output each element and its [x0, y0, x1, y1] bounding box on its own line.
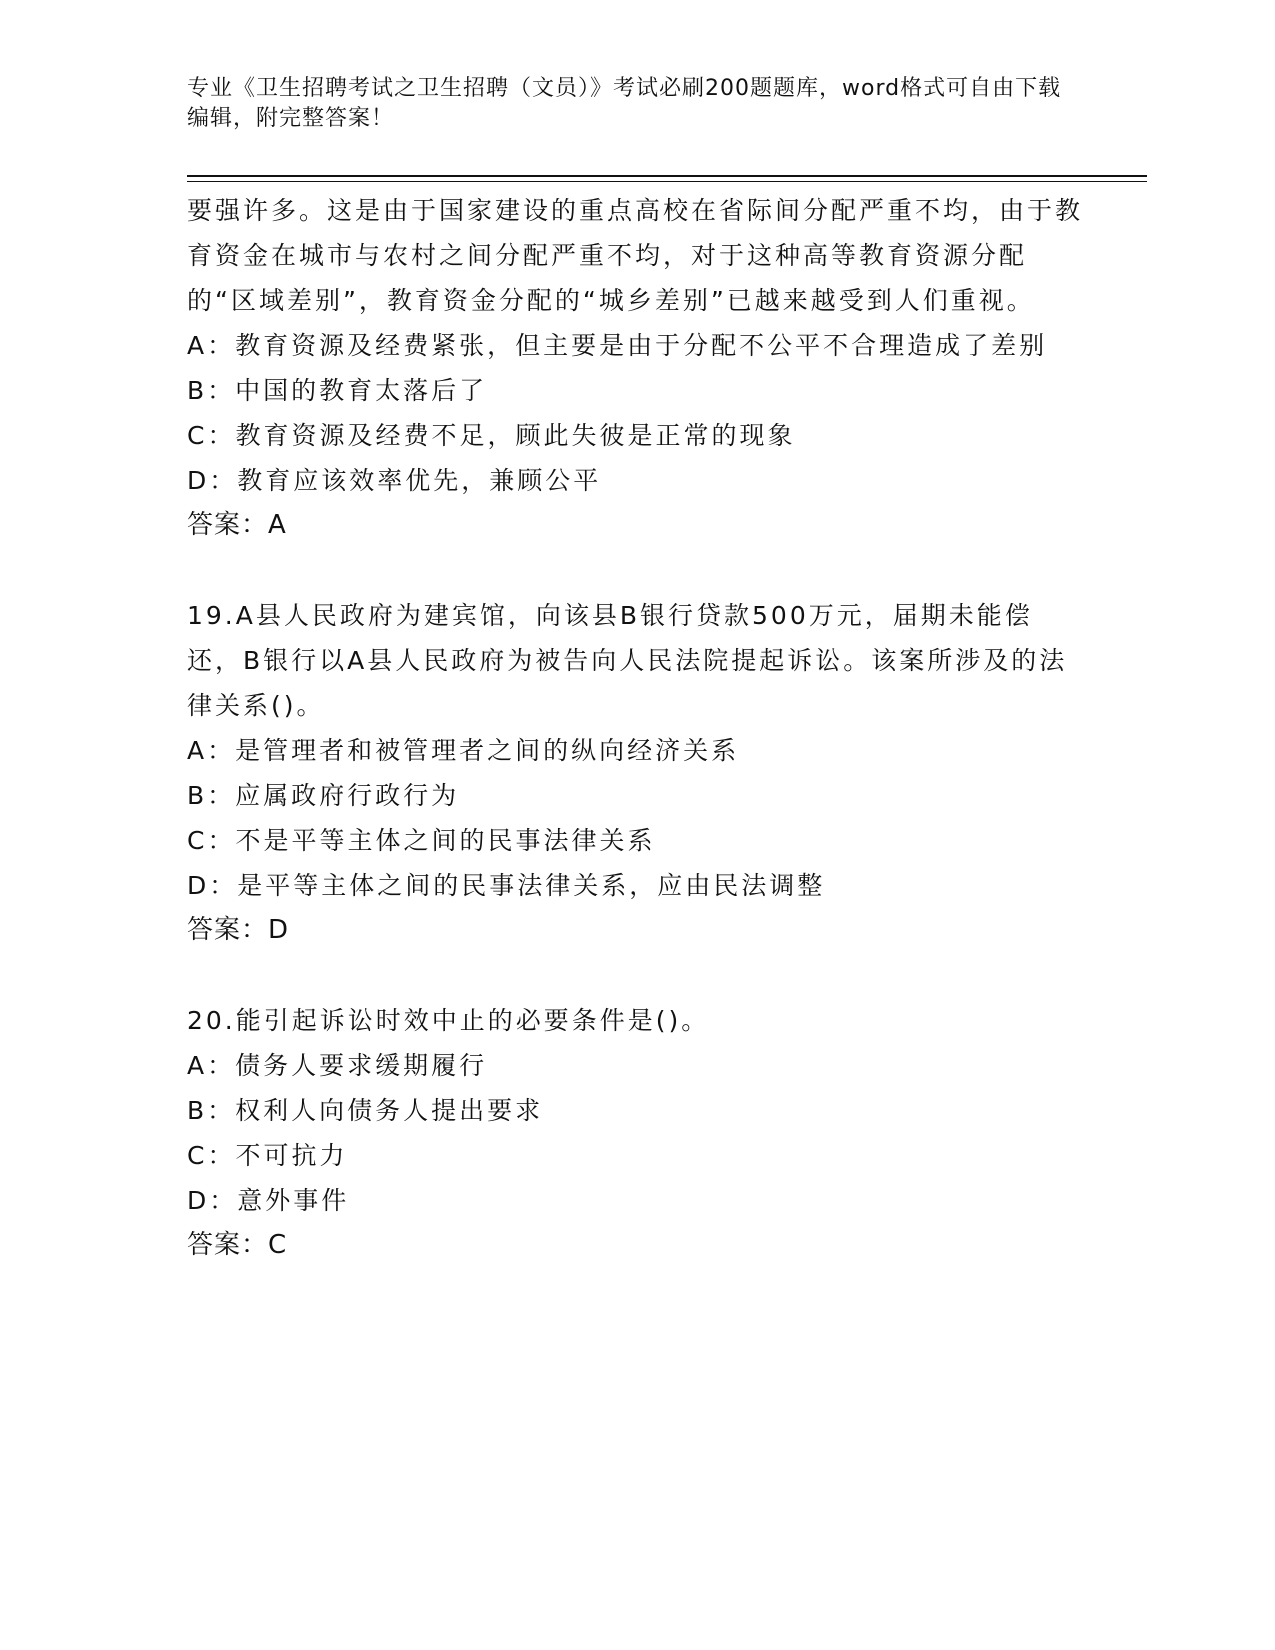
- question-20-option-a: A：债务人要求缓期履行: [187, 1051, 488, 1080]
- question-20-stem: 20.能引起诉讼时效中止的必要条件是()。: [187, 1006, 710, 1035]
- header-divider-thin: [187, 181, 1147, 182]
- question-20-option-d: D：意外事件: [187, 1186, 350, 1215]
- question-18-option-c: C：教育资源及经费不足，顾此失彼是正常的现象: [187, 421, 796, 450]
- question-20-option-c: C：不可抗力: [187, 1141, 348, 1170]
- page-header: [187, 74, 1067, 134]
- question-19-answer: 答案：D: [187, 915, 290, 945]
- question-18-answer: 答案：A: [187, 510, 287, 540]
- question-19-option-a: A：是管理者和被管理者之间的纵向经济关系: [187, 736, 740, 765]
- question-19-stem: 19.A县人民政府为建宾馆，向该县B银行贷款500万元，届期未能偿还，B银行以A县人民政府为被告向人民法院提起诉讼。该案所涉及的法律关系()。: [187, 601, 1068, 720]
- question-20-answer: 答案：C: [187, 1230, 288, 1260]
- question-18: [187, 188, 1087, 548]
- question-19-option-d: D：是平等主体之间的民事法律关系，应由民法调整: [187, 871, 826, 900]
- question-20-option-b: B：权利人向债务人提出要求: [187, 1096, 544, 1125]
- header-title: 专业《卫生招聘考试之卫生招聘（文员）》考试必刷200题题库，word格式可自由下载编辑，附完整答案！: [187, 76, 1062, 131]
- question-18-option-a: A：教育资源及经费紧张，但主要是由于分配不公平不合理造成了差别: [187, 331, 1048, 360]
- document-body: [187, 188, 1087, 1313]
- header-divider-thick: [187, 175, 1147, 177]
- question-18-continuation: 要强许多。这是由于国家建设的重点高校在省际间分配严重不均，由于教育资金在城市与农村之间分配严重不均，对于这种高等教育资源分配的“区域差别”，教育资金分配的“城乡差别”已越来越受到人们重视。: [187, 196, 1084, 315]
- question-18-option-b: B：中国的教育太落后了: [187, 376, 488, 405]
- question-19-option-c: C：不是平等主体之间的民事法律关系: [187, 826, 656, 855]
- question-19: [187, 593, 1087, 953]
- question-19-option-b: B：应属政府行政行为: [187, 781, 460, 810]
- question-20: [187, 998, 1087, 1268]
- question-18-option-d: D：教育应该效率优先，兼顾公平: [187, 466, 602, 495]
